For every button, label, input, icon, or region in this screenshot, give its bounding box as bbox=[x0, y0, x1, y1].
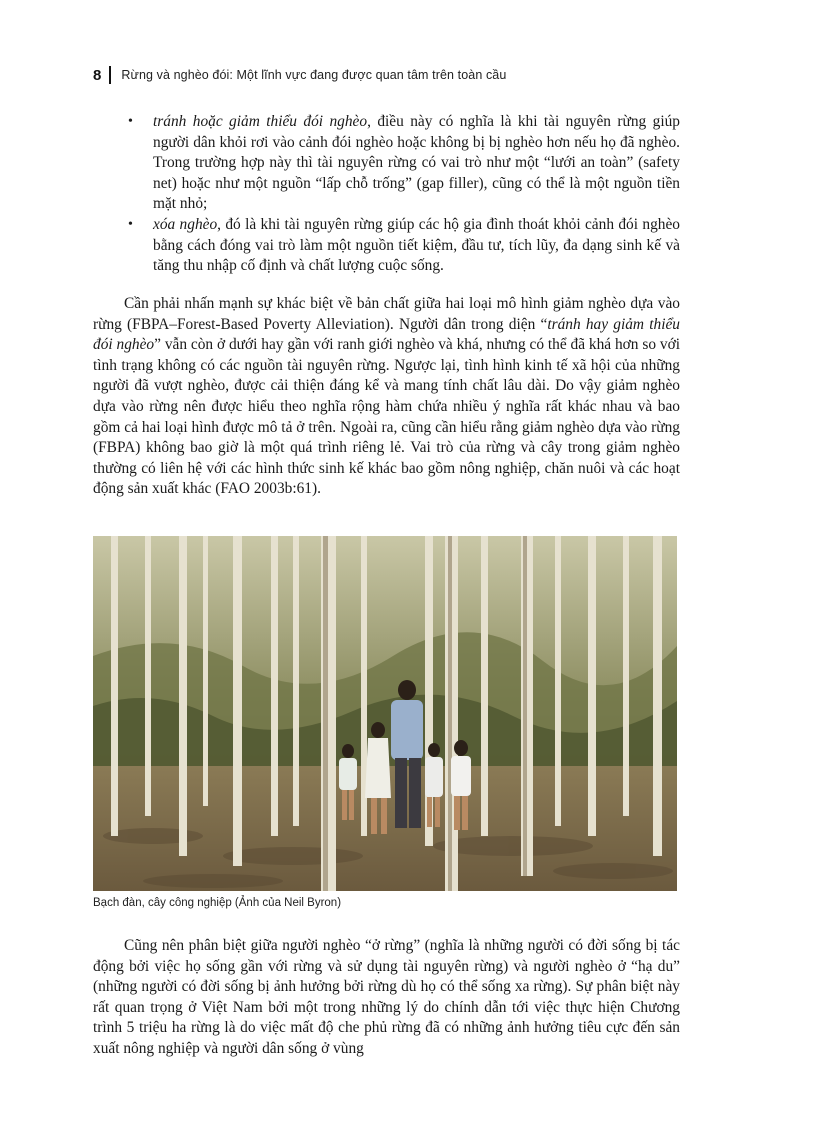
page-number: 8 bbox=[93, 66, 102, 84]
bullet-lead: tránh hoặc giảm thiểu đói nghèo bbox=[153, 113, 368, 130]
running-title: Rừng và nghèo đói: Một lĩnh vực đang được quan tâm trên toàn cầu bbox=[121, 68, 507, 82]
paragraph-text: Cần phải nhấn mạnh sự khác biệt về bản chất giữa hai loại mô hình giảm nghèo dựa vào rừng (FBPA–Forest-Based Poverty Alleviation). Người dân trong diện “ bbox=[93, 295, 680, 333]
forest-photo bbox=[93, 536, 677, 891]
header-divider bbox=[109, 66, 111, 84]
body-paragraph bbox=[93, 294, 680, 500]
bullet-text: , đó là khi tài nguyên rừng giúp các hộ gia đình thoát khỏi cảnh đói nghèo bằng cách đóng vai trò làm một nguồn tiết kiệm, đầu tư, tích lũy, đa dạng sinh kế và tăng thu nhập cố định và chất lượng cuộc sống. bbox=[153, 215, 680, 275]
paragraph-italic-term: tránh hay giảm thiểu đói nghèo bbox=[93, 315, 680, 354]
bullet-lead: xóa nghèo bbox=[153, 215, 218, 233]
bullet-text: , điều này có nghĩa là khi tài nguyên rừng giúp người dân khỏi rơi vào cảnh đói nghèo hoặc không bị bị nghèo hơn nếu họ đã nghèo. Trong trường hợp này thì tài nguyên rừng có vai trò như một “lưới an toàn” (safety net) hoặc như một nguồn “lấp chỗ trống” (gap filler), cũng có thể là một nguồn tiền mặt nhỏ; bbox=[153, 113, 680, 213]
bullet-list bbox=[128, 112, 680, 277]
body-paragraph: Cũng nên phân biệt giữa người nghèo “ở rừng” (nghĩa là những người có đời sống bị tác động bởi việc họ sống gần với rừng và sử dụng tài nguyên rừng) và người nghèo ở “hạ du” (những người có đời sống bị ảnh hưởng bởi rừng dù họ có thể sống xa rừng). Sự phân biệt này rất quan trọng ở Việt Nam bởi một trong những lý do chính dẫn tới việc thực hiện Chương trình 5 triệu ha rừng là do việc mất độ che phủ rừng đã có những ảnh hưởng tiêu cực đến sản xuất nông nghiệp và người dân sống ở vùng bbox=[93, 937, 680, 1057]
photo-caption: Bạch đàn, cây công nghiệp (Ảnh của Neil Byron) bbox=[93, 897, 342, 909]
page-header bbox=[93, 64, 506, 86]
bullet-icon: • bbox=[128, 216, 133, 232]
paragraph-text: ” vẫn còn ở dưới hay gần với ranh giới nghèo và khá, nhưng có thể đã khá hơn so với tình trạng không có các nguồn tài nguyên rừng. Ngược lại, tình hình kinh tế xã hội của những người đã vượt nghèo, được cải thiện đáng kể và mang tính chất lâu dài. Do vậy giảm nghèo dựa vào rừng nên được hiểu theo nghĩa rộng hàm chứa nhiều ý nghĩa rất khác nhau và bao gồm cả hai loại hình được mô tả ở trên. Ngoài ra, cũng cần hiểu rằng giảm nghèo dựa vào rừng (FBPA) không bao giờ là một quá trình riêng lẻ. Vai trò của rừng và cây trong giảm nghèo thường có liên hệ với các hình thức sinh kế khác bao gồm nông nghiệp, chăn nuôi và các hoạt động sản xuất khác (FAO 2003b:61). bbox=[93, 336, 680, 498]
bullet-icon: • bbox=[128, 114, 133, 129]
bullet-item bbox=[128, 112, 680, 215]
bullet-item bbox=[128, 215, 680, 277]
